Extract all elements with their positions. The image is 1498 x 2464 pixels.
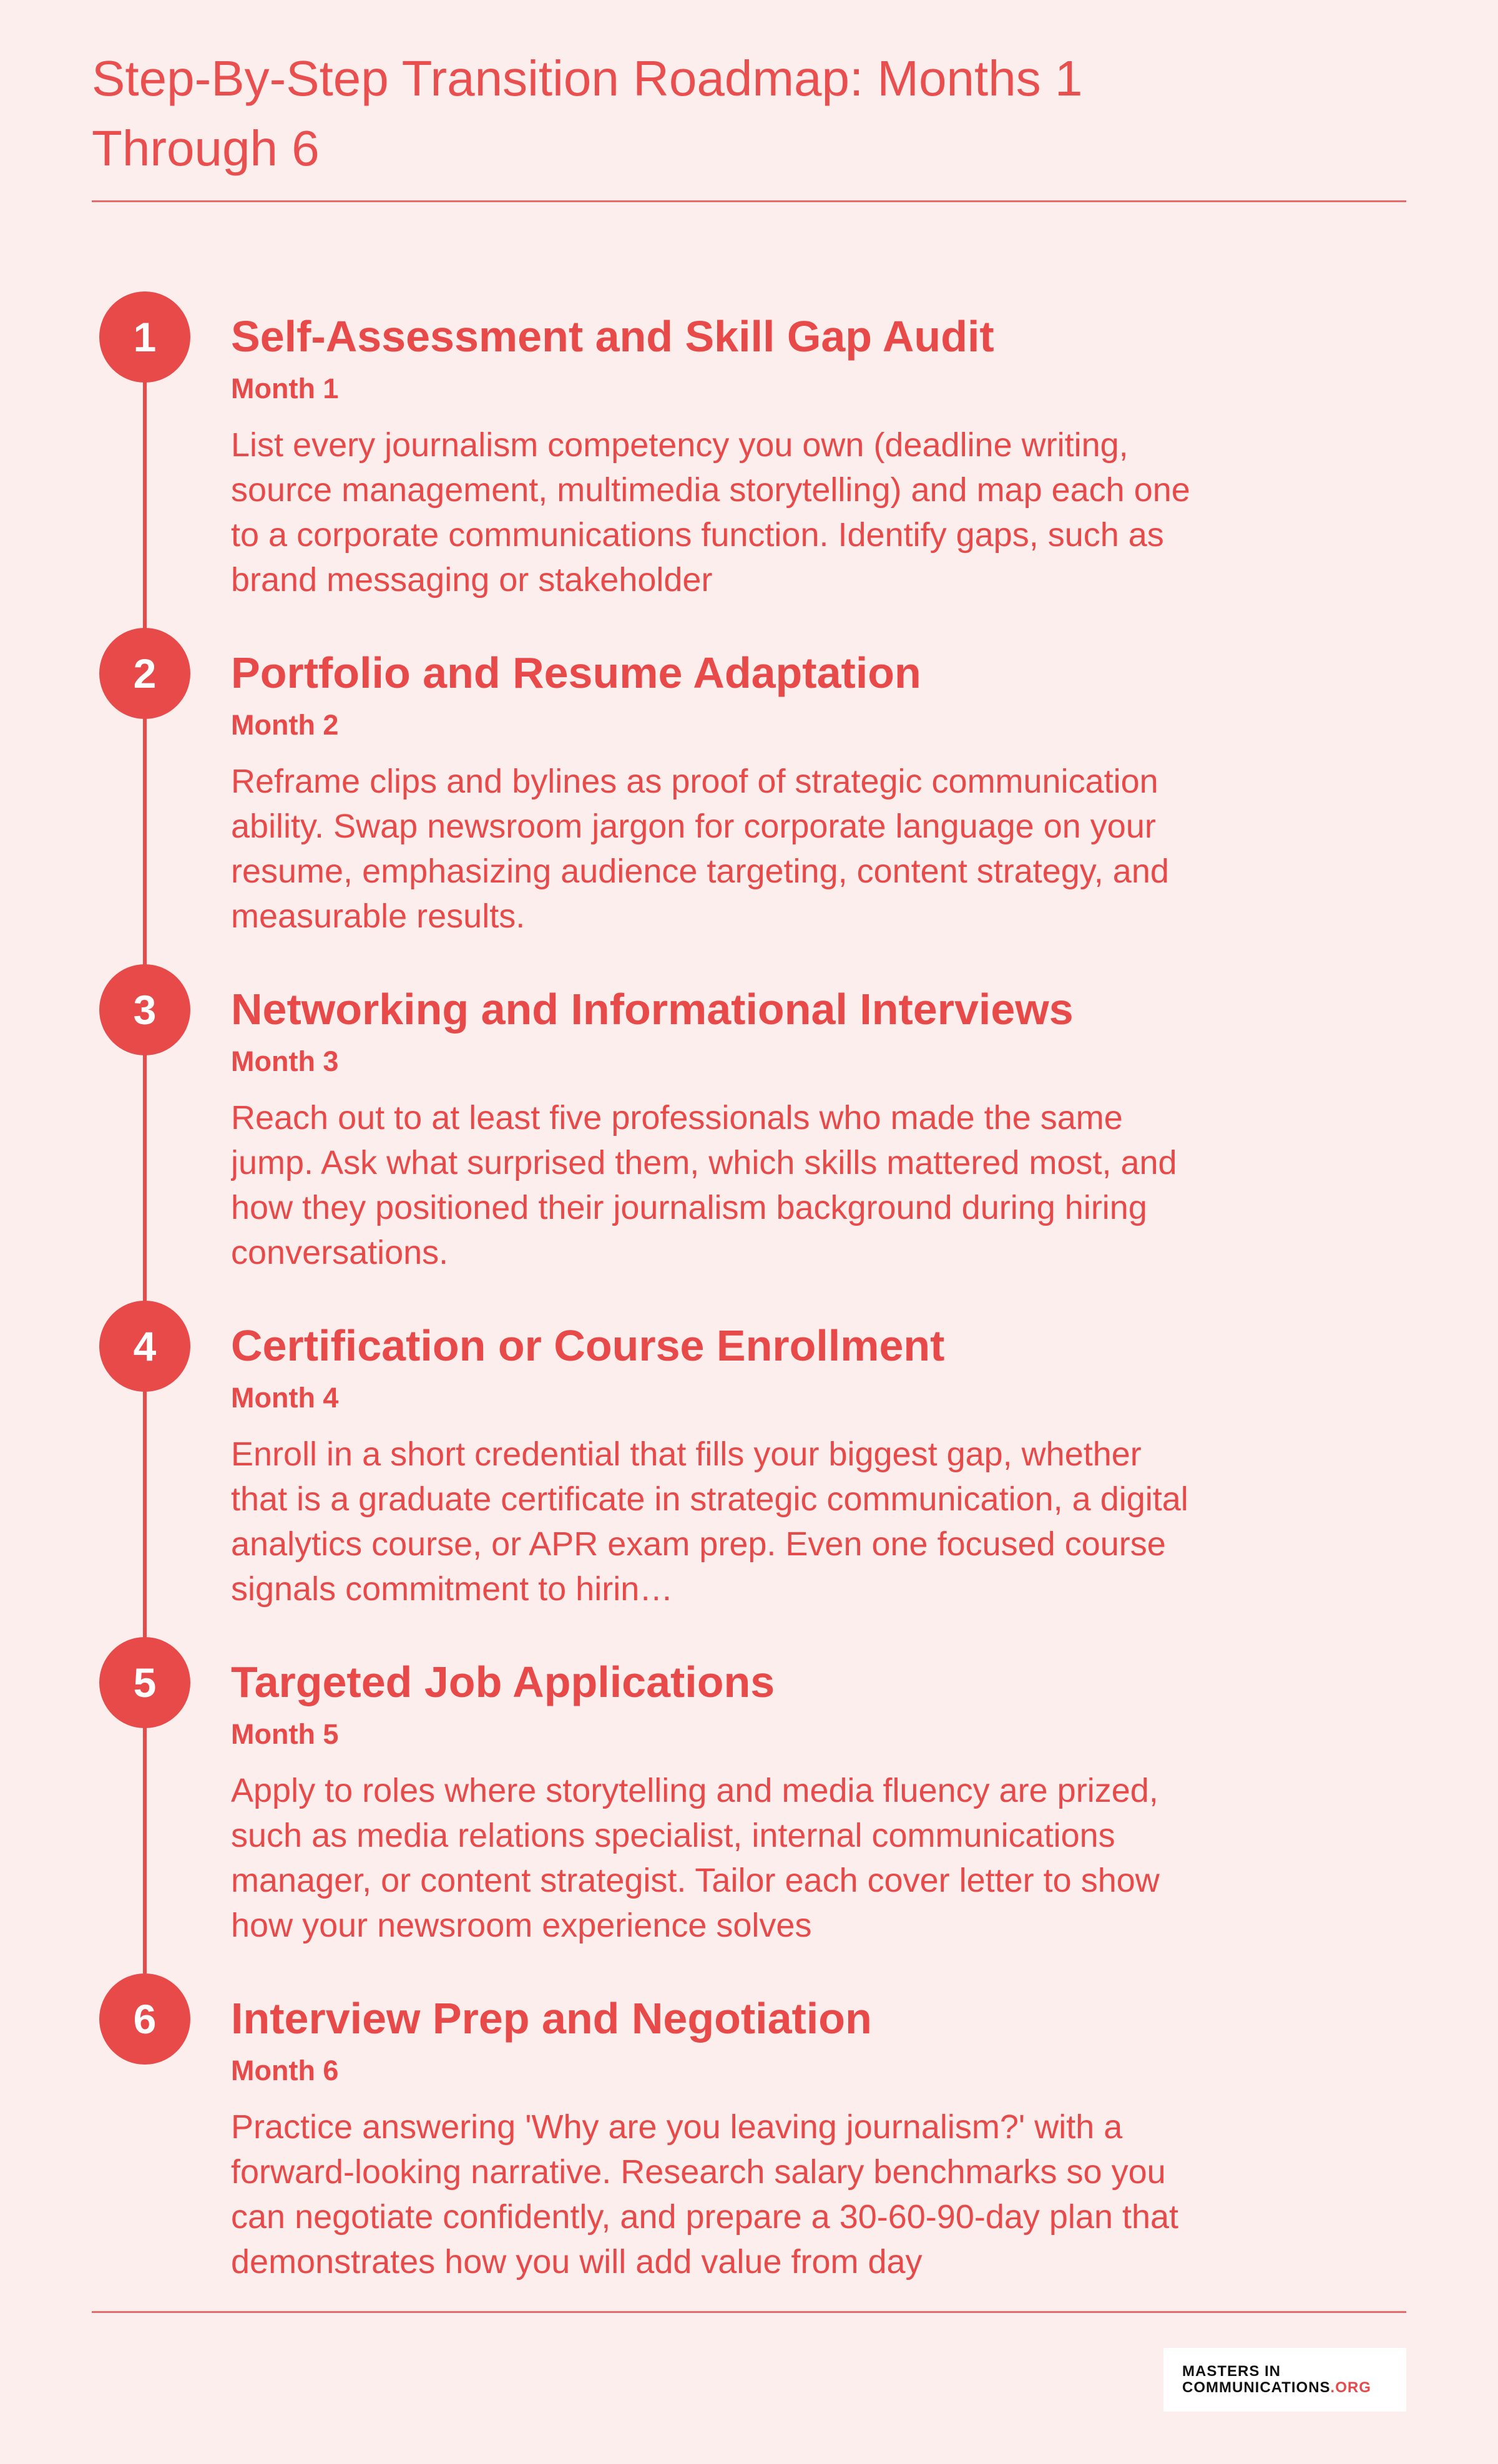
step-number-badge: 2 xyxy=(99,628,190,719)
top-divider xyxy=(92,200,1406,202)
step-title: Self-Assessment and Skill Gap Audit xyxy=(231,312,994,361)
brand-logo xyxy=(1163,2348,1406,2412)
step-month: Month 6 xyxy=(231,2055,339,2086)
step-title: Portfolio and Resume Adaptation xyxy=(231,648,921,697)
step-description: Enroll in a short credential that fills your biggest gap, whether that is a graduate certificate in strategic communication, a digital analytics course, or APR exam prep. Even one focused course signals commitment to hirin… xyxy=(231,1435,1188,1608)
step-title: Certification or Course Enrollment xyxy=(231,1321,945,1370)
step-title: Networking and Informational Interviews xyxy=(231,985,1074,1034)
logo-wordmark: COMMUNICATIONS xyxy=(1182,2379,1331,2396)
step-month: Month 1 xyxy=(231,373,339,404)
step-description: Reach out to at least five professionals who made the same jump. Ask what surprised them, which skills mattered most, and how they positioned their journalism background during hiring conversations. xyxy=(231,1099,1177,1271)
page-title: Step-By-Step Transition Roadmap: Months 1 Through 6 xyxy=(92,51,1083,176)
step-number-badge: 5 xyxy=(99,1637,190,1728)
step-number-badge: 4 xyxy=(99,1301,190,1392)
step-title: Interview Prep and Negotiation xyxy=(231,1994,872,2043)
step-month: Month 4 xyxy=(231,1382,339,1414)
step-month: Month 3 xyxy=(231,1045,339,1077)
step-title: Targeted Job Applications xyxy=(231,1658,775,1706)
logo-line-2 xyxy=(1182,2380,1406,2396)
step-number-badge: 1 xyxy=(99,291,190,383)
step-description: Reframe clips and bylines as proof of strategic communication ability. Swap newsroom jargon for corporate language on your resume, emphasizing audience targeting, content strategy, and measurable results. xyxy=(231,763,1169,935)
step-description: Apply to roles where storytelling and media fluency are prized, such as media relations specialist, internal communications manager, or content strategist. Tailor each cover letter to show how your newsroom experience solves xyxy=(231,1772,1160,1944)
logo-suffix: .ORG xyxy=(1330,2379,1371,2396)
logo-line-1: MASTERS IN xyxy=(1182,2363,1281,2380)
bottom-divider xyxy=(92,2311,1406,2313)
step-number-badge: 3 xyxy=(99,964,190,1055)
step-month: Month 2 xyxy=(231,709,339,741)
step-number-badge: 6 xyxy=(99,1973,190,2065)
step-description: List every journalism competency you own (deadline writing, source management, multimedia storytelling) and map each one to a corporate communications function. Identify gaps, such as brand messaging or stakeholder xyxy=(231,426,1190,599)
timeline-line xyxy=(143,327,147,2012)
step-month: Month 5 xyxy=(231,1718,339,1750)
step-description: Practice answering 'Why are you leaving journalism?' with a forward-looking narrative. Research salary benchmarks so you can negotiate confidently, and prepare a 30-60-90-day plan that demonstrates how you will add value from day xyxy=(231,2108,1179,2281)
